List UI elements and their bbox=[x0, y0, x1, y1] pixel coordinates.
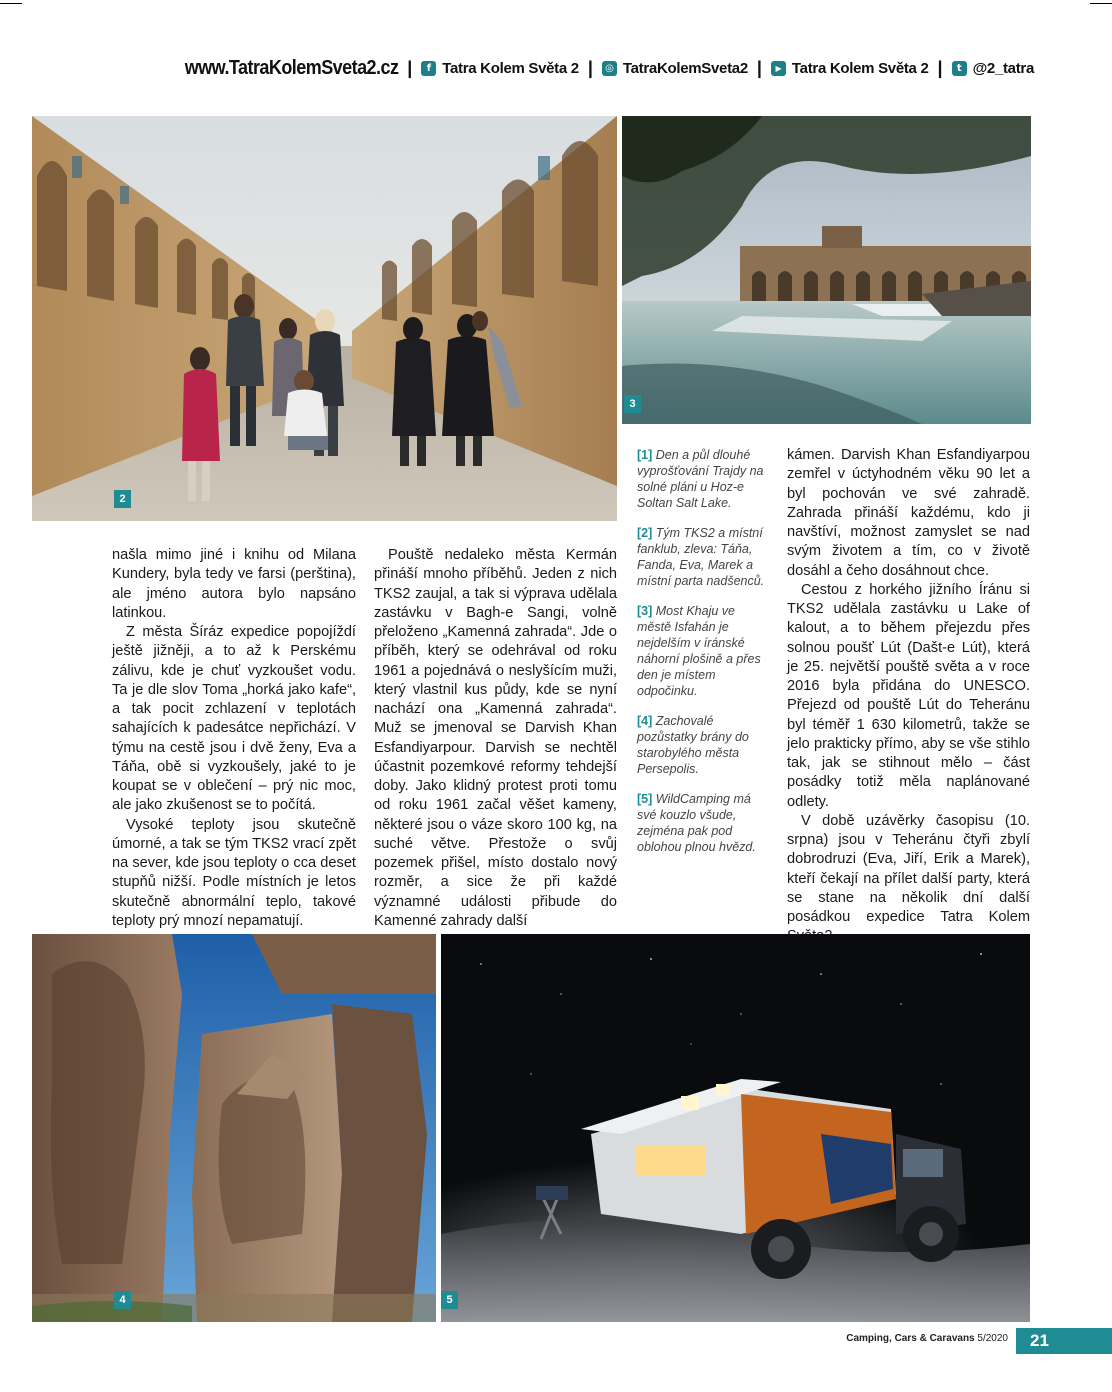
article-column-1 bbox=[112, 546, 356, 931]
paragraph: našla mimo jiné i knihu od Milana Kundery, byla tedy ve farsi (perština), ale jméno autora bylo napsáno latinkou. bbox=[112, 547, 356, 621]
article-column-3 bbox=[787, 446, 1030, 947]
header-separator: | bbox=[756, 57, 762, 78]
header-separator: | bbox=[407, 57, 413, 78]
paragraph: Z města Šíráz expedice popojíždí ještě jižněji, a to až k Perskému zálivu, kde je chuť vyzkoušet vodu. Ta je dle slov Toma „horká jako kafe“, a tak pocit zchlazení v teplotách sahajících k padesátce nepřichází. V týmu na cestě jsou i dvě ženy, Eva a Táňa, obě si vyzkoušely, jaké to je koupat se v oblečení – prý nic moc, ale jako zkušenost se to počítá. bbox=[112, 624, 356, 814]
article-column-2 bbox=[374, 546, 617, 931]
social-facebook[interactable] bbox=[421, 60, 579, 77]
photo-captions bbox=[637, 447, 767, 869]
caption-item: [2] Tým TKS2 a místní fanklub, zleva: Táňa, Fanda, Eva, Marek a místní parta nadšenců. bbox=[637, 526, 765, 588]
paragraph: V době uzávěrky časopisu (10. srpna) jsou v Teheránu čtyři zbylí dobrodruzi (Eva, Jiří, Erik a Marek), kteří čekají na přílet další party, která se stane na několik dní další posádkou expedice Tatra Kolem bbox=[787, 812, 1030, 925]
instagram-icon: ◎ bbox=[602, 61, 617, 76]
page-header bbox=[150, 52, 1034, 84]
header-separator: | bbox=[937, 57, 943, 78]
issue-number: 5/2020 bbox=[977, 1333, 1008, 1344]
paragraph: kámen. Darvish Khan Esfandiyarpou zemřel v úctyhodném věku 90 let a byl pochován ve své zahradě. Zahrada přináší každému, kdo ji navštíví, možnost zamyslet se nad svým životem a tím, co v životě dosáhl a čeho dosáhnout chce. bbox=[787, 447, 1030, 579]
youtube-icon: ▶ bbox=[771, 61, 786, 76]
photo-khaju-bridge-image bbox=[622, 116, 1031, 424]
photo-khaju-bridge bbox=[622, 116, 1031, 424]
caption-item: [3] Most Khaju ve městě Isfahán je nejdelším v íránské náhorní plošině a přes den je místem odpočinku. bbox=[637, 604, 761, 698]
social-youtube[interactable] bbox=[771, 60, 929, 77]
caption-item: [5] WildCamping má své kouzlo všude, zejména pak pod oblohou plnou hvězd. bbox=[637, 792, 756, 854]
photo-number-badge: 5 bbox=[441, 1291, 458, 1309]
photo-night-camping-truck-image bbox=[441, 934, 1030, 1322]
social-instagram-label: TatraKolemSveta2 bbox=[622, 59, 748, 77]
social-instagram[interactable] bbox=[602, 60, 748, 77]
social-twitter-label: @2_tatra bbox=[972, 59, 1034, 77]
photo-night-camping-truck bbox=[441, 934, 1030, 1322]
page-number: 21 bbox=[1016, 1328, 1112, 1354]
photo-persepolis-gate bbox=[32, 934, 436, 1322]
paragraph: Pouště nedaleko města Kermán přináší mnoho příběhů. Jeden z nich TKS2 zaujal, a tak si výprava udělala zastávku v Bagh-e Sangi, volně přeloženo „Kamenná zahrada“. Jde o příběh, který se odehrával od roku 1961 a pojednává o neslyšícím muži, který vlastnil kus půdy, kde se nyní nachází ona „Kamenná zahrada“. Muž se jmenoval se Darvish Khan Esfandiyarpour. Darvish se nechtěl účastnit pozemkové reformy tehdejší doby. Jako klidný protest proti tomu od roku 1961 začal věšet kameny, některé jsou o váze skoro 100 kg, na suché větve. Přestože o svůj pozemek přišel, místo dostalo nový rozměr, a sice že při každé významné události přibude do Kamenné zahrady další bbox=[374, 547, 617, 929]
social-facebook-label: Tatra Kolem Světa 2 bbox=[442, 59, 579, 77]
photo-persepolis-gate-image bbox=[32, 934, 436, 1322]
magazine-name: Camping, Cars & Caravans bbox=[846, 1333, 975, 1344]
crop-mark-right bbox=[1090, 3, 1112, 4]
paragraph: Vysoké teploty jsou skutečně úmorné, a tak se tým TKS2 vrací zpět na sever, kde jsou teploty o cca deset stupňů nižší. Podle místních je letos skutečně abnormální teplo, takové teploty prý mnozí nepamatují. bbox=[112, 816, 356, 929]
social-twitter[interactable] bbox=[952, 60, 1034, 77]
photo-number-badge: 4 bbox=[114, 1291, 131, 1309]
crop-mark-left bbox=[0, 3, 22, 4]
footer-magazine bbox=[846, 1333, 1008, 1344]
website-link[interactable]: www.TatraKolemSveta2.cz bbox=[184, 56, 399, 79]
caption-item: [4] Zachovalé pozůstatky brány do starobylého města Persepolis. bbox=[637, 714, 749, 776]
photo-number-badge: 2 bbox=[114, 490, 131, 508]
photo-number-badge: 3 bbox=[624, 395, 641, 413]
twitter-icon: t bbox=[952, 61, 967, 76]
photo-bridge-corridor-image bbox=[32, 116, 617, 521]
header-separator: | bbox=[587, 57, 593, 78]
paragraph: Cestou z horkého jižního Íránu si TKS2 udělala zastávku u Lake of kalout, a to během přejezdu přes solnou poušť Lút (Dašt-e Lút), která je 25. největší pouště světa a v roce 2016 byla přidána do UNESCO. Přejezd od pouště Lút do Teheránu byl téměř 1 630 kilometrů, takže se jelo prakticky přímo, aby se vše stihlo tak, jak se stihnout mělo – část posádky totiž měla naplánované odlety. bbox=[787, 581, 1030, 810]
social-youtube-label: Tatra Kolem Světa 2 bbox=[791, 59, 929, 77]
photo-bridge-corridor-group bbox=[32, 116, 617, 521]
facebook-icon: f bbox=[421, 61, 436, 76]
caption-item: [1] Den a půl dlouhé vyprošťování Trajdy na solné pláni u Hoz-e Soltan Salt Lake. bbox=[637, 448, 764, 510]
